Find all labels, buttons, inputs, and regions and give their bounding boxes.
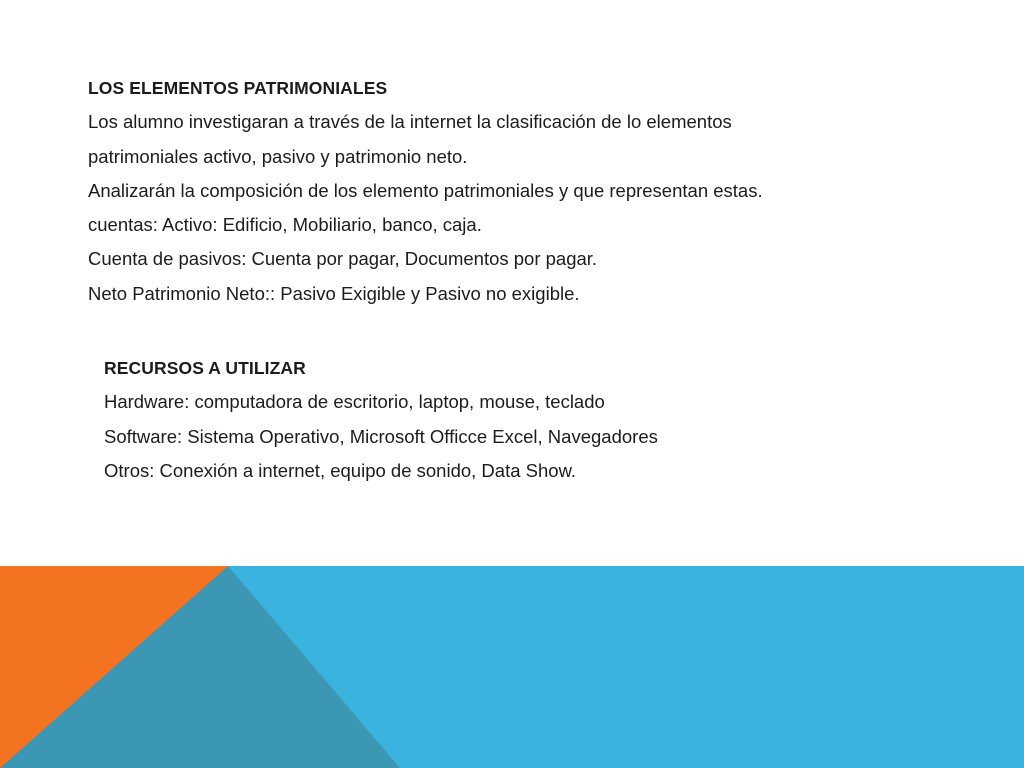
section-recursos-a-utilizar (104, 351, 658, 488)
body-line: Otros: Conexión a internet, equipo de sonido, Data Show. (104, 459, 577, 481)
body-line: Neto Patrimonio Neto:: Pasivo Exigible y Pasivo no exigible. (88, 282, 580, 304)
body-line: patrimoniales activo, pasivo y patrimonio neto. (88, 145, 468, 167)
body-line: Hardware: computadora de escritorio, laptop, mouse, teclado (104, 391, 605, 413)
section-heading-recursos: RECURSOS A UTILIZAR (104, 358, 306, 378)
section-elementos-patrimoniales (88, 71, 763, 311)
body-line: Analizarán la composición de los elemento patrimoniales y que representan estas. (88, 179, 763, 201)
body-line: Los alumno investigaran a través de la internet la clasificación de lo elementos (88, 111, 732, 133)
body-line: cuentas: Activo: Edificio, Mobiliario, banco, caja. (88, 214, 482, 236)
body-line: Cuenta de pasivos: Cuenta por pagar, Documentos por pagar. (88, 248, 598, 270)
body-line: Software: Sistema Operativo, Microsoft Officce Excel, Navegadores (104, 425, 658, 447)
section-heading-elementos: LOS ELEMENTOS PATRIMONIALES (88, 78, 388, 98)
